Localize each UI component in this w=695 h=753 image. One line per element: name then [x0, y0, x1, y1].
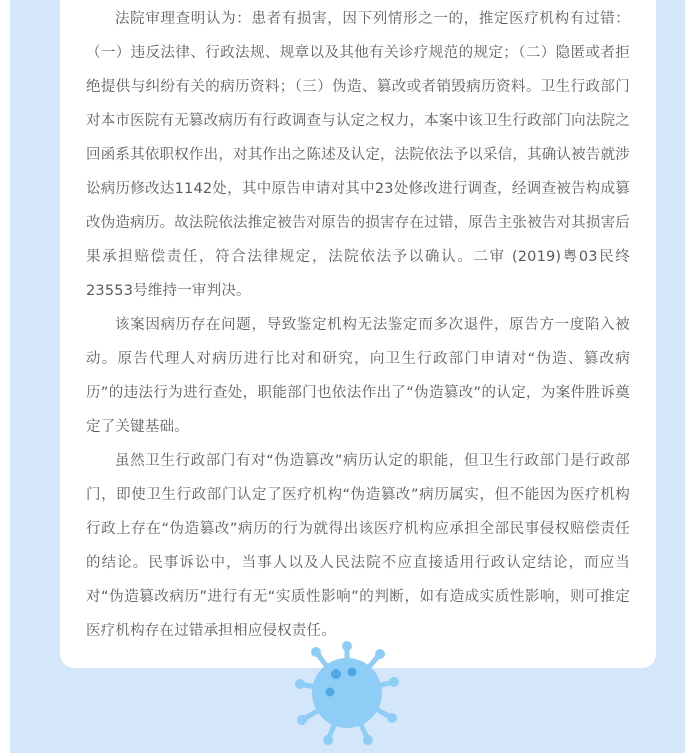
article-body — [86, 2, 630, 648]
paragraph-legal-commentary: 虽然卫生行政部门有对“伪造篡改”病历认定的职能，但卫生行政部门是行政部门，即使卫生行政部门认定了医疗机构“伪造篡改”病历属实，但不能因为医疗机构行政上存在“伪造篡改”病历的行为就得出该医疗机构应承担全部民事侵权赔偿责任的结论。民事诉讼中，当事人以及人民法院不应直接适用行政认定结论，而应当对“伪造篡改病历”进行有无“实质性影响”的判断，如有造成实质性影响，则可推定医疗机构存在过错承担相应侵权责任。 — [86, 453, 630, 639]
virus-icon — [294, 640, 400, 746]
paragraph-court-findings: 法院审理查明认为：患者有损害，因下列情形之一的，推定医疗机构有过错：（一）违反法律、行政法规、规章以及其他有关诊疗规范的规定；（二）隐匿或者拒绝提供与纠纷有关的病历资料；（三）伪造、篡改或者销毁病历资料。卫生行政部门对本市医院有无篡改病历有行政调查与认定之权力，本案中该卫生行政部门向法院之回函系其依职权作出，对其作出之陈述及认定，法院依法予以采信，其确认被告就涉讼病历修改达1142处，其中原告申请对其中23处修改进行调查，经调查被告构成篡改伪造病历。故法院依法推定被告对原告的损害存在过错，原告主张被告对其损害后果承担赔偿责任，符合法律规定，法院依法予以确认。二审 (2019)粤03民终23553号维持一审判决。 — [86, 11, 630, 299]
paragraph-case-analysis: 该案因病历存在问题，导致鉴定机构无法鉴定而多次退件，原告方一度陷入被动。原告代理人对病历进行比对和研究，向卫生行政部门申请对“伪造、篡改病历”的违法行为进行查处，职能部门也依法作出了“伪造篡改”的认定，为案件胜诉奠定了关键基础。 — [86, 317, 630, 435]
article-card — [60, 0, 656, 668]
